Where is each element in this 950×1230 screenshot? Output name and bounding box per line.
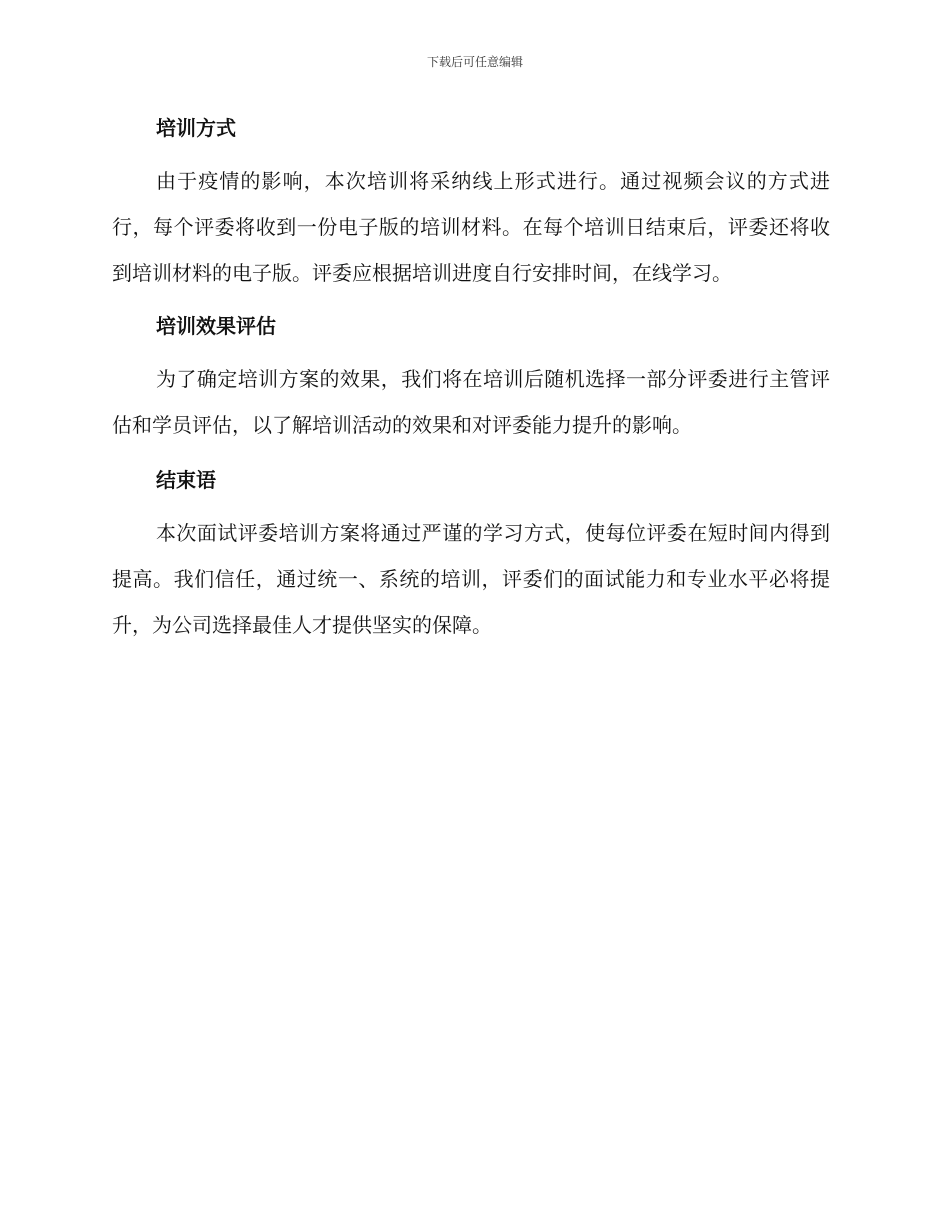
paragraph-training-evaluation: 为了确定培训方案的效果，我们将在培训后随机选择一部分评委进行主管评估和学员评估，以了解培训活动的效果和对评委能力提升的影响。 (112, 367, 830, 437)
section-heading-conclusion: 结束语 (156, 468, 216, 492)
document-body (112, 110, 830, 648)
header-note: 下载后可任意编辑 (426, 55, 523, 69)
paragraph-training-method: 由于疫情的影响，本次培训将采纳线上形式进行。通过视频会议的方式进行，每个评委将收到一份电子版的培训材料。在每个培训日结束后，评委还将收到培训材料的电子版。评委应根据培训进度自行安排时间，在线学习。 (112, 169, 830, 285)
section-heading-training-method: 培训方式 (156, 116, 236, 140)
section-heading-training-evaluation: 培训效果评估 (156, 314, 276, 338)
paragraph-conclusion: 本次面试评委培训方案将通过严谨的学习方式，使每位评委在短时间内得到提高。我们信任，通过统一、系统的培训，评委们的面试能力和专业水平必将提升，为公司选择最佳人才提供坚实的保障。 (112, 521, 830, 637)
